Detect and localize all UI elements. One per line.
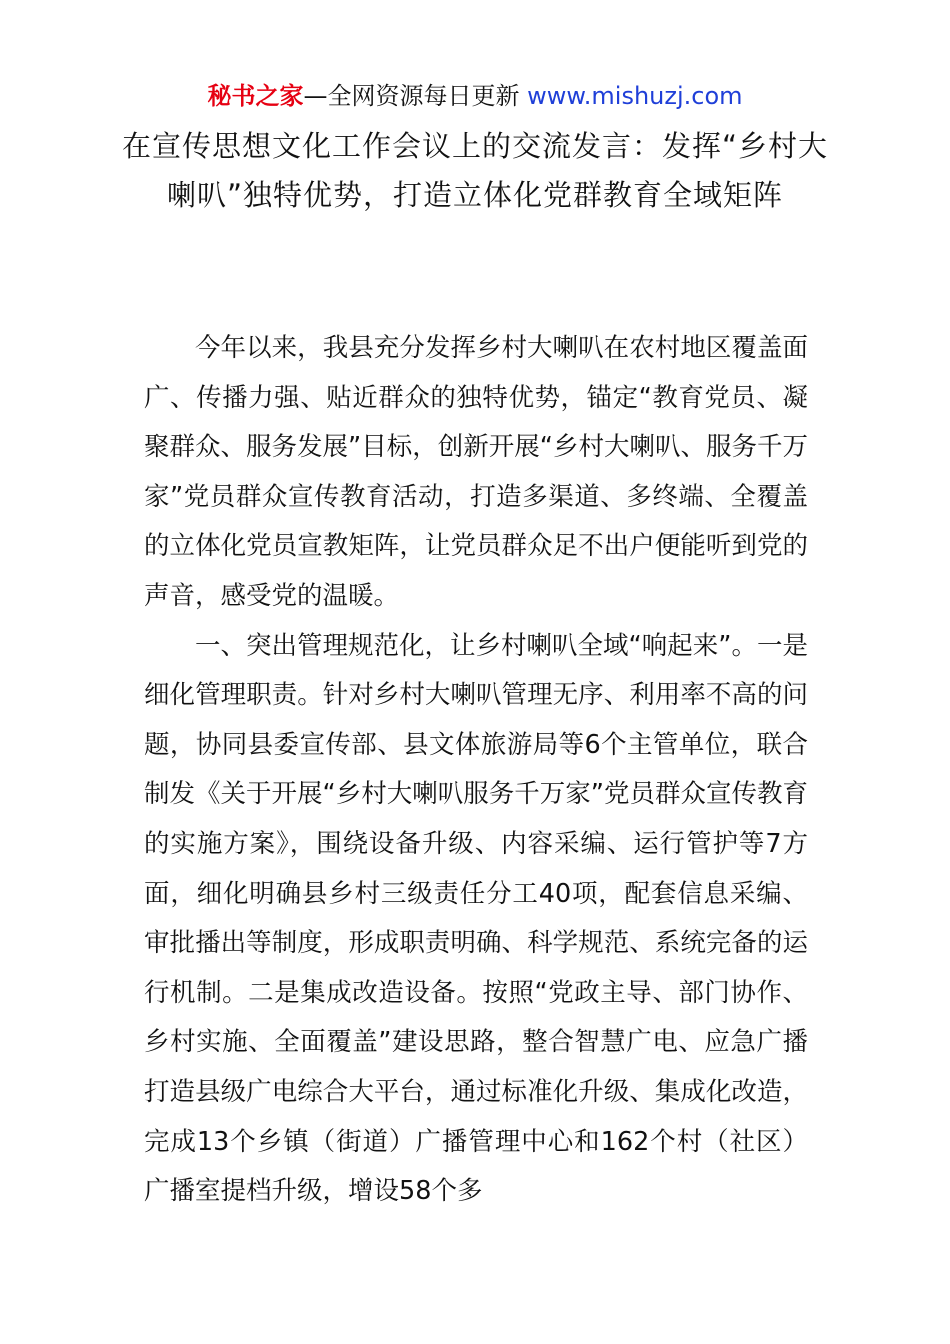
document-title: 在宣传思想文化工作会议上的交流发言：发挥“乡村大喇叭”独特优势，打造立体化党群教育全域矩阵 [121, 129, 829, 212]
paragraph-section-one: 一、突出管理规范化，让乡村喇叭全域“响起来”。一是细化管理职责。针对乡村大喇叭管理无序、利用率不高的问题，协同县委宣传部、县文体旅游局等6个主管单位，联合制发《关于开展“乡村大喇叭服务千万家”党员群众宣传教育的实施方案》，围绕设备升级、内容采编、运行管护等7方面，细化明确县乡村三级责任分工40项，配套信息采编、审批播出等制度，形成职责明确、科学规范、系统完备的运行机制。二是集成改造设备。按照“党政主导、部门协作、乡村实施、全面覆盖”建设思路，整合智慧广电、应急广播打造县级广电综合大平台，通过标准化升级、集成化改造，完成13个乡镇（街道）广播管理中心和162个村（社区）广播室提档升级，增设58个多 [144, 630, 808, 1207]
document-body [144, 324, 808, 1217]
header-tagline: —全网资源每日更新 [303, 82, 528, 110]
brand-name: 秘书之家 [207, 82, 304, 110]
site-header [0, 80, 950, 112]
paragraph-intro: 今年以来，我县充分发挥乡村大喇叭在农村地区覆盖面广、传播力强、贴近群众的独特优势，锚定“教育党员、凝聚群众、服务发展”目标，创新开展“乡村大喇叭、服务千万家”党员群众宣传教育活动，打造多渠道、多终端、全覆盖的立体化党员宣教矩阵，让党员群众足不出户便能听到党的声音，感受党的温暖。 [144, 333, 808, 611]
site-url-link[interactable]: www.mishuzj.com [527, 82, 743, 110]
